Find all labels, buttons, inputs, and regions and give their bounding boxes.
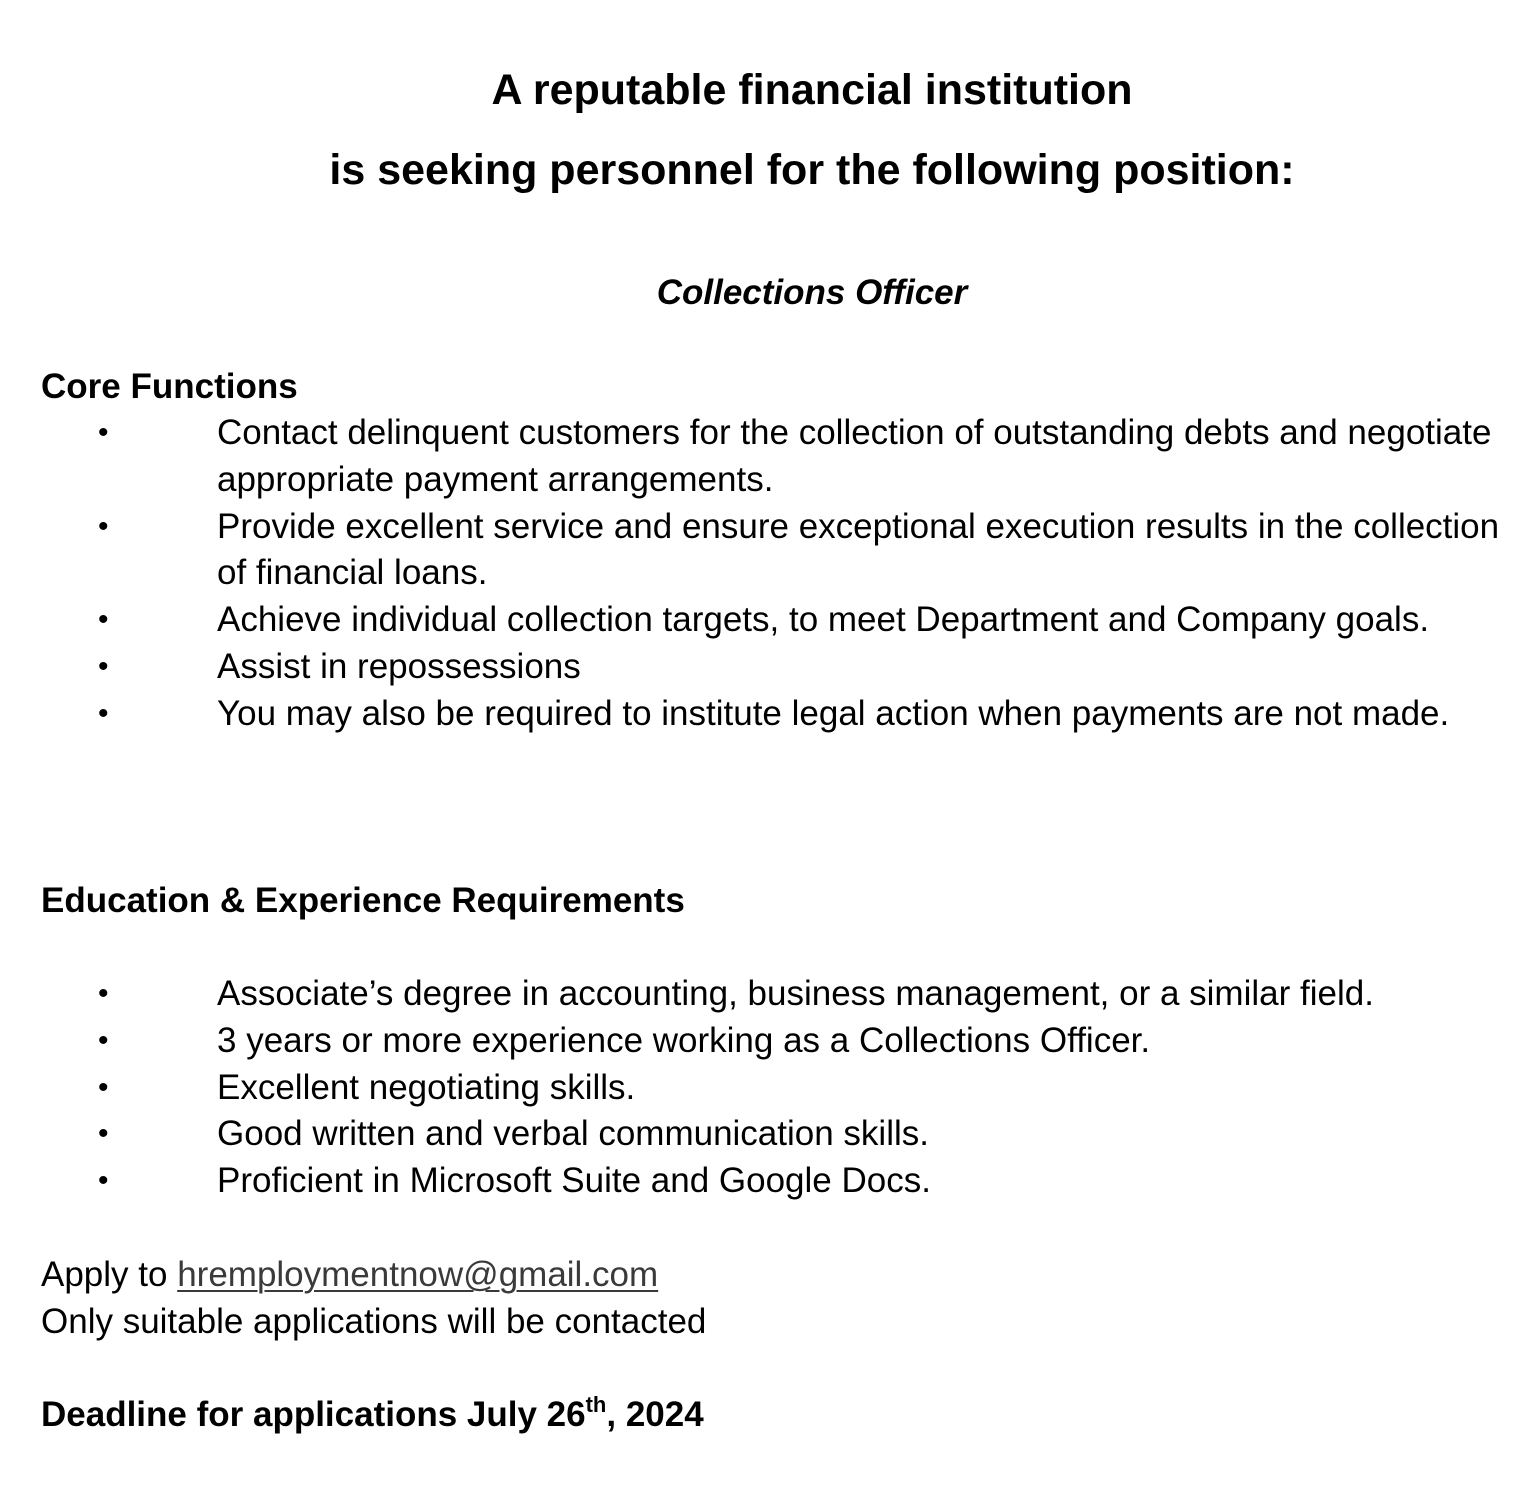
bullet-icon: • <box>98 977 109 1010</box>
position-title: Collections Officer <box>656 273 968 312</box>
bullet-icon: • <box>98 1117 109 1151</box>
heading-line-2: is seeking personnel for the following position: <box>329 146 1295 194</box>
email-link[interactable]: hremploymentnow@gmail.com <box>177 1255 659 1294</box>
list-item-text: Associate’s degree in accounting, business management, or a similar field. <box>217 974 1374 1013</box>
list-item-text: Assist in repossessions <box>217 646 581 686</box>
core-functions-title: Core Functions <box>41 367 298 406</box>
list-item-text: Provide excellent service and ensure exceptional execution results in the collection of financial loans. <box>217 506 1500 593</box>
list-item <box>0 644 1527 691</box>
list-item-text: You may also be required to institute legal action when payments are not made. <box>217 693 1450 733</box>
list-item-text: Good written and verbal communication skills. <box>217 1114 929 1154</box>
list-item <box>0 504 1527 598</box>
requirements-list <box>0 971 1536 1205</box>
bullet-icon: • <box>98 649 109 683</box>
list-item-text: Contact delinquent customers for the collection of outstanding debts and negotiate appropriate payment arrangements. <box>217 413 1492 499</box>
list-item <box>0 1158 1536 1205</box>
bullet-icon: • <box>98 1023 109 1057</box>
contact-note: Only suitable applications will be contacted <box>41 1302 707 1341</box>
heading-line-1: A reputable financial institution <box>491 66 1133 114</box>
list-item <box>0 410 1527 504</box>
bullet-icon: • <box>98 416 109 449</box>
apply-line <box>41 1252 658 1298</box>
list-item <box>0 597 1527 644</box>
deadline-suffix: , 2024 <box>606 1395 704 1434</box>
deadline-prefix: Deadline for applications July 26 <box>41 1395 586 1434</box>
list-item-text: Achieve individual collection targets, to meet Department and Company goals. <box>217 600 1430 640</box>
bullet-icon: • <box>98 1070 109 1104</box>
list-item <box>0 971 1536 1018</box>
bullet-icon: • <box>98 603 109 637</box>
core-functions-list <box>0 410 1536 738</box>
list-item <box>0 1111 1536 1158</box>
deadline-superscript: th <box>585 1392 607 1417</box>
list-item-text: Excellent negotiating skills. <box>217 1067 636 1107</box>
list-item <box>0 691 1527 738</box>
bullet-icon: • <box>98 696 109 730</box>
list-item <box>0 1018 1536 1065</box>
list-item <box>0 1065 1536 1112</box>
deadline-line <box>41 1392 704 1438</box>
apply-prefix: Apply to <box>41 1255 178 1294</box>
bullet-icon: • <box>98 1164 109 1198</box>
list-item-text: 3 years or more experience working as a Collections Officer. <box>217 1020 1151 1060</box>
requirements-title: Education & Experience Requirements <box>41 881 685 920</box>
list-item-text: Proficient in Microsoft Suite and Google Docs. <box>217 1161 931 1201</box>
bullet-icon: • <box>98 509 109 543</box>
